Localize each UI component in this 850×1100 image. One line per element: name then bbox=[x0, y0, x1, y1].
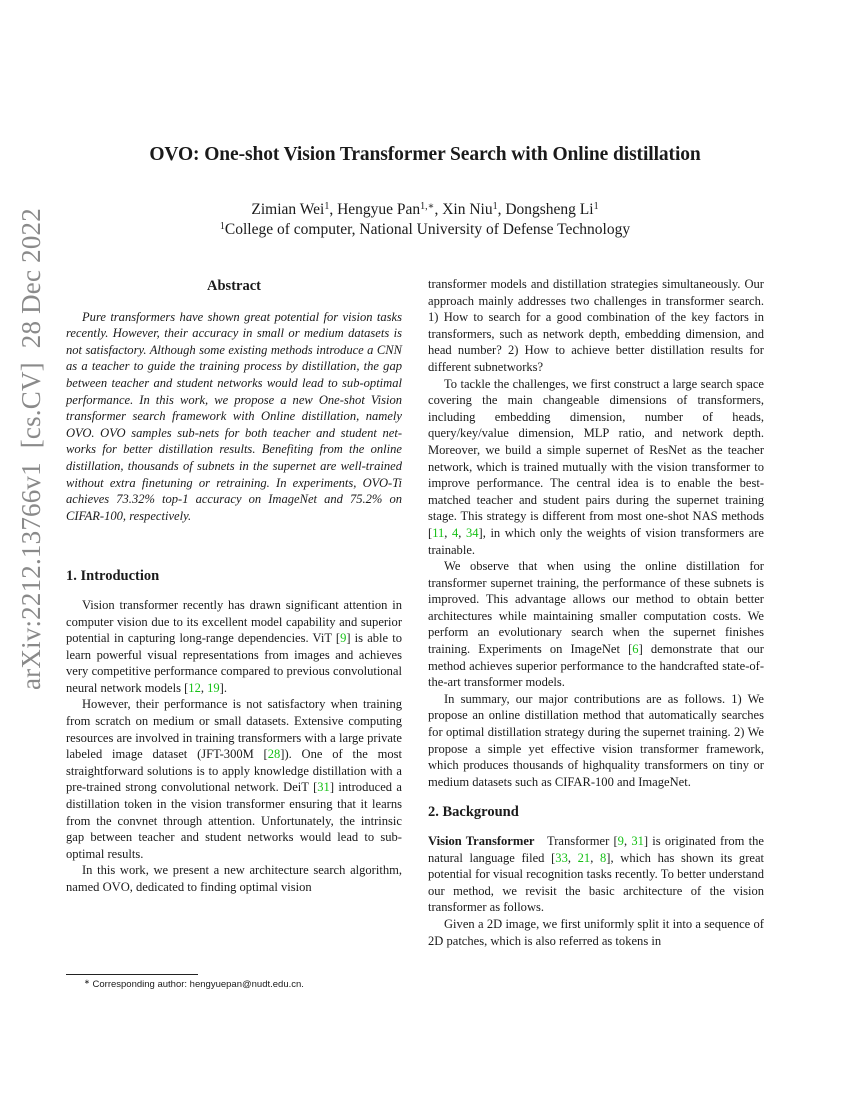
citation-link[interactable]: 31 bbox=[317, 780, 330, 795]
abstract-text: Pure transformers have shown great potential for vision tasks recently. However, their accuracy in small or medium datasets is not satisfactory. Although some existing methods introduce a CNN as a teacher to guide the training process by distillation, the gap between teacher and student networks would lead to sub-optimal performance. In this work, we propose a new One-shot Vision transformer search framework with Online distillation, namely OVO. OVO samples sub-nets for both teacher and student networks for better distillation results. Benefiting from the online distillation, thousands of subnets in the supernet are well-trained without extra finetuning or retraining. In experiments, OVO-Ti achieves 73.32% top-1 accuracy on ImageNet and 75.2% on CIFAR-100, respectively. bbox=[66, 309, 402, 523]
background-paragraph-2: Given a 2D image, we first uniformly split it into a sequence of 2D patches, which is also referred as tokens in bbox=[428, 916, 764, 948]
citation-link[interactable]: 21 bbox=[577, 850, 591, 865]
paragraph-run-in-heading: Vision Transformer bbox=[428, 834, 535, 848]
citation-link[interactable]: 33 bbox=[555, 850, 568, 865]
intro-paragraph-5: We observe that when using the online distillation for transformer supernet training, the performance of these subnets is improved. This advantage allows our method to obtain better architectures while maintaining smaller computation costs. We perform an evolutionary search when the supernet finishes training. Experiments on ImageNet [6] demonstrate that our method achieves superior performance to the handcrafted state-of-the-art transformer models. bbox=[428, 559, 764, 690]
author-name: Zimian Wei bbox=[251, 201, 325, 218]
citation-link[interactable]: 19 bbox=[207, 680, 220, 695]
citation-link[interactable]: 28 bbox=[267, 747, 281, 762]
intro-paragraph-4: To tackle the challenges, we first construct a large search space covering the main changeable dimensions of transformers, including embedding dimension, number of heads, query/key/value dimension, MLP ratio, and network depth. Moreover, we build a simple supernet of ResNet as the teacher network, which is trained mutually with the vision transformer to improve performance. The central idea is to enable the best-matched teacher and student pairs during the supernet training stage. This strategy is different from most one-shot NAS methods [11, 4, 34], in which only the weights of vision transformers are trainable. bbox=[428, 376, 764, 557]
citation-link[interactable]: 12 bbox=[188, 680, 201, 695]
footnote: ∗ Corresponding author: hengyuepan@nudt.edu.cn. bbox=[84, 979, 304, 990]
intro-paragraph-6: In summary, our major contributions are as follows. 1) We propose an online distillation method that automatically searches for optimal distillation strategy during the supernet training. 2) We propose a simple yet effective vision transformer framework, which produces thousands of highquality transformers on tiny or medium datasets such as CIFAR-100 and ImageNet. bbox=[428, 691, 764, 789]
citation-link[interactable]: 6 bbox=[632, 642, 639, 657]
intro-paragraph-1: Vision transformer recently has drawn significant attention in computer vision due to its excellent model capability and superior potential in capturing long-range dependencies. ViT [9] is able to learn powerful visual representations from images and achieves very competitive performance compared to previous convolutional neural network models [12, 19]. bbox=[66, 597, 402, 695]
citation-link[interactable]: 9 bbox=[617, 834, 624, 848]
author-name: Hengyue Pan bbox=[337, 201, 421, 218]
left-column bbox=[66, 276, 402, 896]
citation-link[interactable]: 4 bbox=[452, 525, 459, 540]
intro-paragraph-3-continued: transformer models and distillation strategies simultaneously. Our approach mainly addresses two challenges in transformer search. 1) How to search for a good combination of the key factors in transformers, such as network depth, embedding dimension, and head number? 2) How to achieve better distillation results for different subnetworks? bbox=[428, 277, 764, 374]
affiliation: $^1$College of computer, National University of Defense Technology bbox=[219, 221, 631, 238]
citation-link[interactable]: 9 bbox=[340, 631, 347, 646]
section-heading-introduction: 1. Introduction bbox=[66, 568, 160, 585]
citation-link[interactable]: 11 bbox=[432, 525, 445, 540]
citation-link[interactable]: 31 bbox=[631, 834, 644, 848]
intro-paragraph-3: In this work, we present a new architecture search algorithm, named OVO, dedicated to finding optimal vision bbox=[66, 863, 402, 894]
intro-paragraph-2: However, their performance is not satisfactory when training from scratch on medium or small datasets. Extensive computing resources are involved in training transformers with a large private labeled image dataset (JFT-300M [28]). One of the most straightforward solutions is to apply knowledge distillation with a pre-trained strong convolutional network. DeiT [31] introduced a distillation token in the vision transformer ensuring that it learns from the convnet through attention. Unfortunately, the intrinsic gap between teacher and student networks would lead to sub-optimal results. bbox=[66, 697, 402, 861]
author-list: Zimian Wei$^1$, Hengyue Pan$^{1,∗}$, Xin Niu$^1$, Dongsheng Li$^1$ bbox=[251, 201, 599, 218]
background-paragraph-1: Vision Transformer Transformer [9, 31] is originated from the natural language filed [33, 21, 8], which has shown its great potential for visual recognition tasks recently. To better understand our method, we revisit the basic architecture of the vision transformer as follows. bbox=[428, 834, 765, 915]
abstract-heading: Abstract bbox=[207, 278, 261, 294]
citation-link[interactable]: 8 bbox=[600, 850, 607, 865]
footnote-rule bbox=[66, 974, 198, 975]
author-name: Xin Niu bbox=[442, 201, 493, 218]
paper-title: OVO: One-shot Vision Transformer Search with Online distillation bbox=[149, 144, 701, 165]
author-name: Dongsheng Li bbox=[505, 201, 594, 218]
section-heading-background: 2. Background bbox=[428, 804, 519, 821]
arxiv-stamp: arXiv:2212.13766v1 [cs.CV] 28 Dec 2022 bbox=[16, 208, 46, 690]
citation-link[interactable]: 34 bbox=[466, 525, 479, 540]
right-column bbox=[428, 276, 764, 949]
